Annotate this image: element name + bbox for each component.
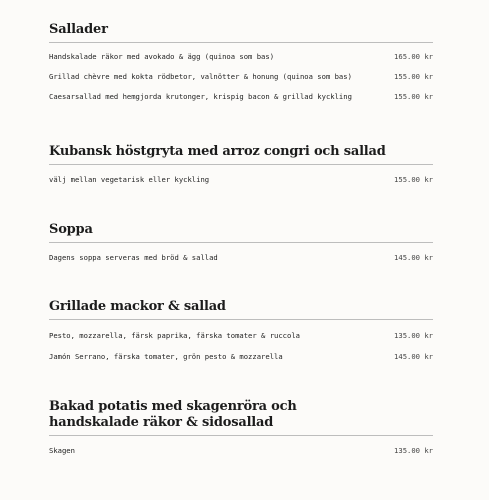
section-bakad-potatis xyxy=(49,399,433,456)
item-name: Caesarsallad med hemgjorda krutonger, krispig bacon & grillad kyckling xyxy=(49,92,352,101)
menu-item xyxy=(49,352,433,362)
item-price: 165.00 kr xyxy=(394,52,433,61)
item-price: 145.00 kr xyxy=(394,253,433,262)
item-name: Jamón Serrano, färska tomater, grön pesto & mozzarella xyxy=(49,352,283,361)
item-price: 155.00 kr xyxy=(394,92,433,101)
menu-item xyxy=(49,72,433,82)
item-name: Skagen xyxy=(49,446,75,455)
section-title: Sallader xyxy=(49,22,433,43)
item-price: 155.00 kr xyxy=(394,175,433,184)
menu-item xyxy=(49,446,433,456)
item-price: 135.00 kr xyxy=(394,446,433,455)
item-name: Grillad chèvre med kokta rödbetor, valnötter & honung (quinoa som bas) xyxy=(49,72,352,81)
section-title: Grillade mackor & sallad xyxy=(49,299,433,320)
menu-item xyxy=(49,253,433,263)
section-title: Kubansk höstgryta med arroz congri och sallad xyxy=(49,144,433,165)
section-title: Soppa xyxy=(49,222,433,243)
menu-item xyxy=(49,175,433,185)
section-sallader xyxy=(49,22,433,102)
menu-item xyxy=(49,52,433,62)
menu-item xyxy=(49,331,433,341)
item-name: Pesto, mozzarella, färsk paprika, färska tomater & ruccola xyxy=(49,331,300,340)
section-soppa xyxy=(49,222,433,263)
section-grillade-mackor xyxy=(49,299,433,362)
item-price: 155.00 kr xyxy=(394,72,433,81)
menu-item xyxy=(49,92,433,102)
section-kubansk-hostgryta xyxy=(49,144,433,185)
item-name: Dagens soppa serveras med bröd & sallad xyxy=(49,253,218,262)
section-title: Bakad potatis med skagenröra och handskalade räkor & sidosallad xyxy=(49,399,433,436)
item-name: Handskalade räkor med avokado & ägg (quinoa som bas) xyxy=(49,52,275,61)
item-name: välj mellan vegetarisk eller kyckling xyxy=(49,175,210,184)
item-price: 135.00 kr xyxy=(394,331,433,340)
item-price: 145.00 kr xyxy=(394,352,433,361)
